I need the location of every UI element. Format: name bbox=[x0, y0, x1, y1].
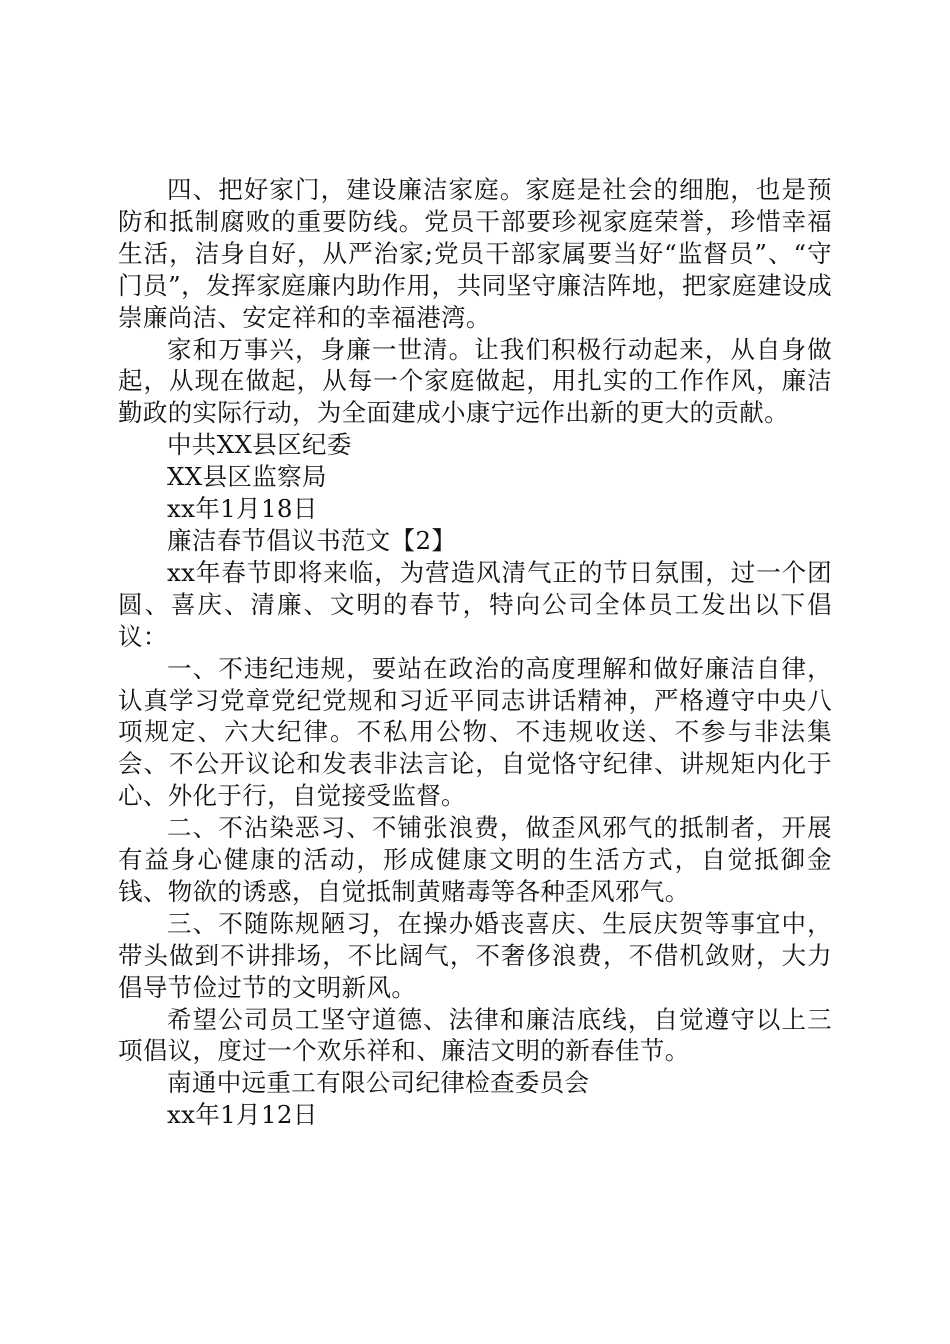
paragraph-intro: xx年春节即将来临，为营造风清气正的节日氛围，过一个团圆、喜庆、清廉、文明的春节，特向公司全体员工发出以下倡议： bbox=[118, 557, 832, 651]
paragraph-family-integrity: 四、把好家门，建设廉洁家庭。家庭是社会的细胞，也是预防和抵制腐败的重要防线。党员干部要珍视家庭荣誉，珍惜幸福生活，洁身自好，从严治家;党员干部家属要当好“监督员”、“守门员”，发挥家庭廉内助作用，共同坚守廉洁阵地，把家庭建设成崇廉尚洁、安定祥和的幸福港湾。 bbox=[118, 175, 832, 332]
signature-discipline-committee: 中共XX县区纪委 bbox=[167, 430, 352, 460]
signature-date-2: xx年1月12日 bbox=[167, 1100, 318, 1130]
paragraph-item-1: 一、不违纪违规，要站在政治的高度理解和做好廉洁自律，认真学习党章党纪党规和习近平同志讲话精神，严格遵守中央八项规定、六大纪律。不私用公物、不违规收送、不参与非法集会、不公开议论和发表非法言论，自觉恪守纪律、讲规矩内化于心、外化于行，自觉接受监督。 bbox=[118, 653, 832, 811]
signature-supervision-bureau: XX县区监察局 bbox=[167, 462, 327, 492]
signature-company-committee: 南通中远重工有限公司纪律检查委员会 bbox=[167, 1068, 590, 1098]
section-title-2: 廉洁春节倡议书范文【2】 bbox=[167, 525, 457, 555]
document-body bbox=[118, 174, 832, 1131]
paragraph-closing: 希望公司员工坚守道德、法律和廉洁底线，自觉遵守以上三项倡议，度过一个欢乐祥和、廉洁文明的新春佳节。 bbox=[118, 1004, 832, 1066]
signature-date-1: xx年1月18日 bbox=[167, 494, 318, 524]
paragraph-item-2: 二、不沾染恶习、不铺张浪费，做歪风邪气的抵制者，开展有益身心健康的活动，形成健康文明的生活方式，自觉抵御金钱、物欲的诱惑，自觉抵制黄赌毒等各种歪风邪气。 bbox=[118, 813, 832, 906]
paragraph-item-3: 三、不随陈规陋习，在操办婚丧喜庆、生辰庆贺等事宜中，带头做到不讲排场，不比阔气，不奢侈浪费，不借机敛财，大力倡导节俭过节的文明新风。 bbox=[118, 908, 832, 1002]
paragraph-call-to-action: 家和万事兴，身廉一世清。让我们积极行动起来，从自身做起，从现在做起，从每一个家庭做起，用扎实的工作作风，廉洁勤政的实际行动，为全面建成小康宁远作出新的更大的贡献。 bbox=[118, 334, 832, 428]
